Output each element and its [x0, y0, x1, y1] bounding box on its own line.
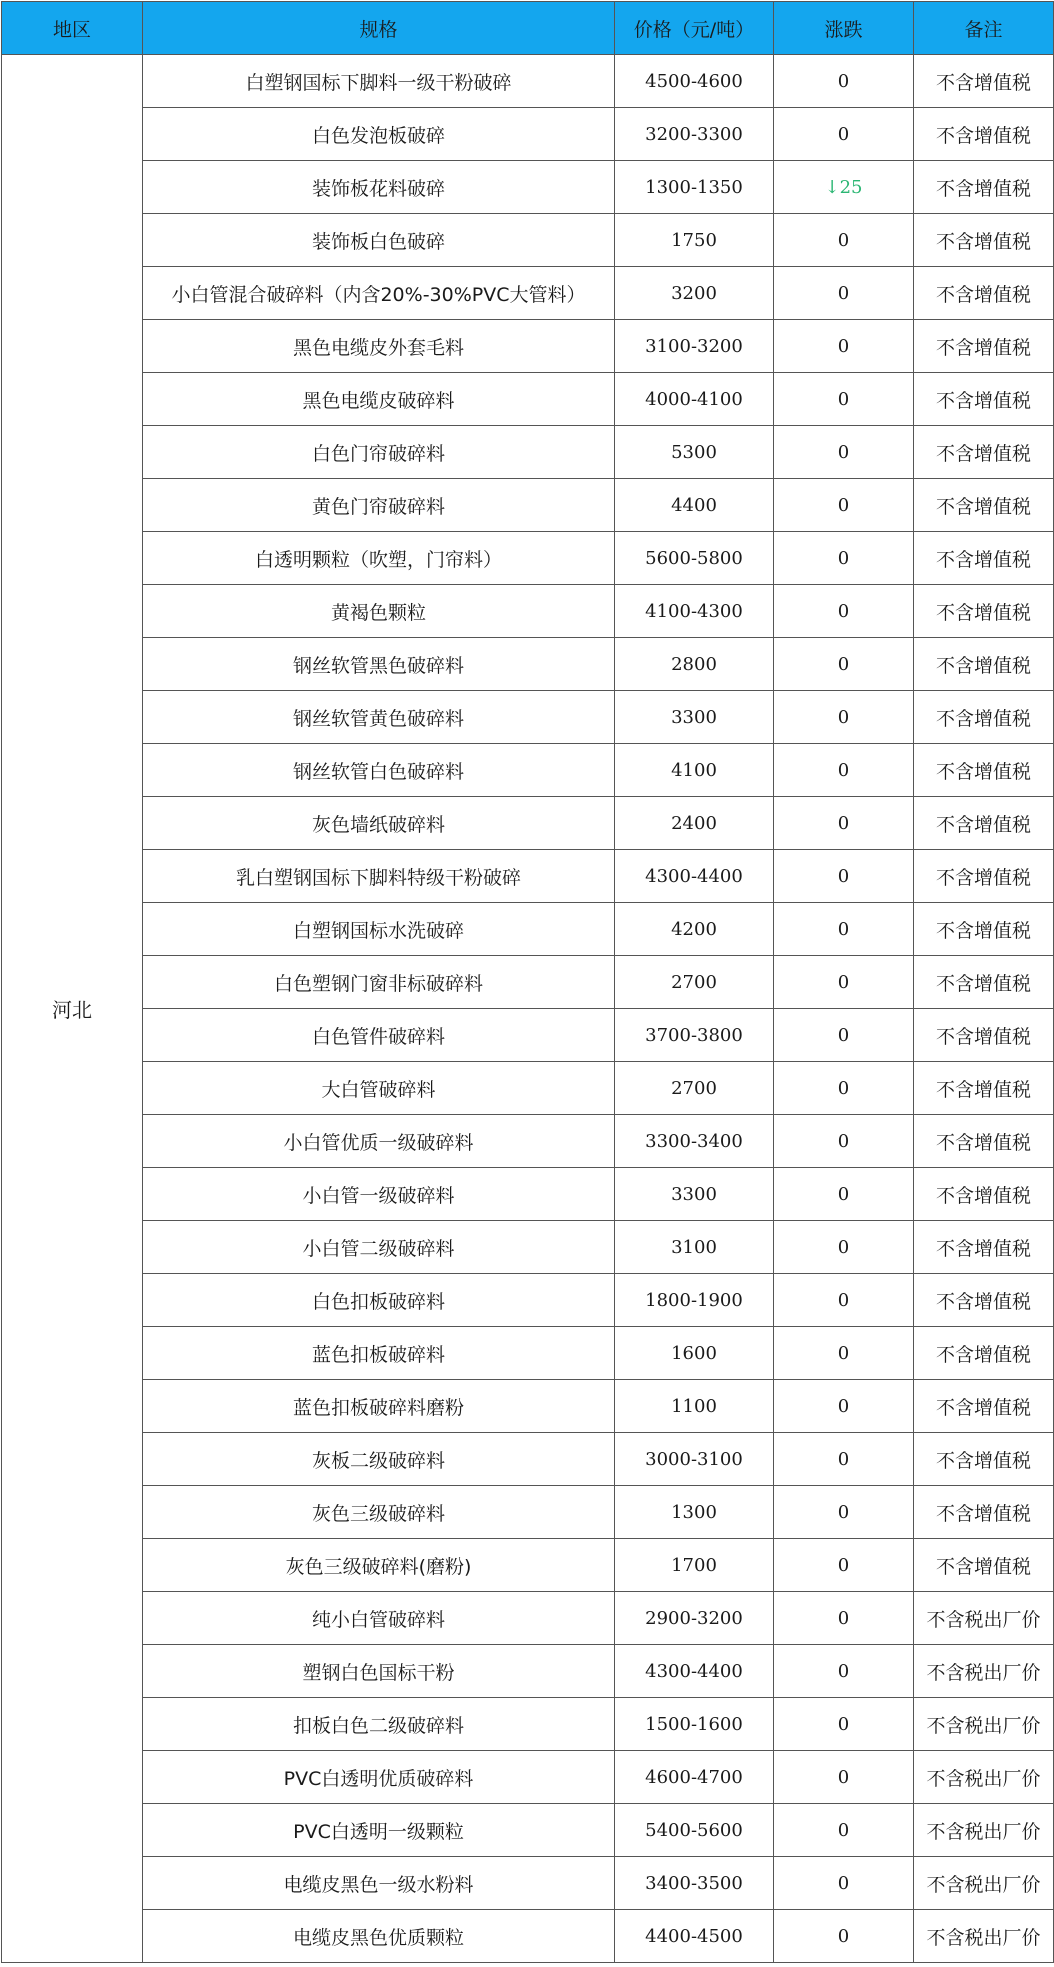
price-cell: 5300 [615, 426, 774, 479]
spec-cell: 小白管二级破碎料 [143, 1221, 615, 1274]
table-row [2, 691, 1054, 744]
price-cell: 3300 [615, 691, 774, 744]
table-row [2, 373, 1054, 426]
price-cell: 4100-4300 [615, 585, 774, 638]
note-cell: 不含增值税 [914, 55, 1054, 108]
table-row [2, 1804, 1054, 1857]
price-cell: 1500-1600 [615, 1698, 774, 1751]
spec-cell: 黑色电缆皮外套毛料 [143, 320, 615, 373]
header-region: 地区 [2, 2, 143, 55]
change-cell: 0 [774, 479, 914, 532]
spec-cell: 扣板白色二级破碎料 [143, 1698, 615, 1751]
table-row [2, 1486, 1054, 1539]
change-cell: 0 [774, 585, 914, 638]
note-cell: 不含增值税 [914, 797, 1054, 850]
table-row [2, 903, 1054, 956]
note-cell: 不含税出厂价 [914, 1592, 1054, 1645]
spec-cell: 白色管件破碎料 [143, 1009, 615, 1062]
spec-cell: PVC白透明一级颗粒 [143, 1804, 615, 1857]
price-cell: 3100-3200 [615, 320, 774, 373]
change-cell: 0 [774, 1645, 914, 1698]
price-cell: 3200-3300 [615, 108, 774, 161]
change-cell: 0 [774, 1804, 914, 1857]
note-cell: 不含增值税 [914, 691, 1054, 744]
note-cell: 不含税出厂价 [914, 1751, 1054, 1804]
change-cell: 0 [774, 1380, 914, 1433]
note-cell: 不含增值税 [914, 1062, 1054, 1115]
change-cell: ↓25 [774, 161, 914, 214]
note-cell: 不含增值税 [914, 850, 1054, 903]
change-cell: 0 [774, 850, 914, 903]
spec-cell: 蓝色扣板破碎料磨粉 [143, 1380, 615, 1433]
note-cell: 不含增值税 [914, 1274, 1054, 1327]
table-row [2, 1698, 1054, 1751]
price-cell: 4000-4100 [615, 373, 774, 426]
change-cell: 0 [774, 55, 914, 108]
spec-cell: 钢丝软管黑色破碎料 [143, 638, 615, 691]
table-row [2, 956, 1054, 1009]
note-cell: 不含增值税 [914, 1009, 1054, 1062]
table-row [2, 1168, 1054, 1221]
spec-cell: 白塑钢国标下脚料一级干粉破碎 [143, 55, 615, 108]
spec-cell: 塑钢白色国标干粉 [143, 1645, 615, 1698]
note-cell: 不含增值税 [914, 1539, 1054, 1592]
note-cell: 不含增值税 [914, 1168, 1054, 1221]
note-cell: 不含增值税 [914, 320, 1054, 373]
note-cell: 不含增值税 [914, 267, 1054, 320]
price-cell: 4600-4700 [615, 1751, 774, 1804]
change-cell: 0 [774, 691, 914, 744]
table-row [2, 1539, 1054, 1592]
spec-cell: 黄色门帘破碎料 [143, 479, 615, 532]
spec-cell: 纯小白管破碎料 [143, 1592, 615, 1645]
change-cell: 0 [774, 1168, 914, 1221]
note-cell: 不含增值税 [914, 108, 1054, 161]
change-cell: 0 [774, 1698, 914, 1751]
price-cell: 1750 [615, 214, 774, 267]
spec-cell: 灰色三级破碎料(磨粉) [143, 1539, 615, 1592]
change-cell: 0 [774, 1539, 914, 1592]
note-cell: 不含税出厂价 [914, 1645, 1054, 1698]
price-cell: 4300-4400 [615, 1645, 774, 1698]
change-cell: 0 [774, 532, 914, 585]
price-cell: 1100 [615, 1380, 774, 1433]
table-row [2, 1009, 1054, 1062]
change-cell: 0 [774, 956, 914, 1009]
note-cell: 不含增值税 [914, 214, 1054, 267]
change-cell: 0 [774, 1221, 914, 1274]
note-cell: 不含增值税 [914, 161, 1054, 214]
spec-cell: 黄褐色颗粒 [143, 585, 615, 638]
change-cell: 0 [774, 1592, 914, 1645]
header-change: 涨跌 [774, 2, 914, 55]
table-row [2, 214, 1054, 267]
spec-cell: 小白管混合破碎料（内含20%-30%PVC大管料） [143, 267, 615, 320]
price-cell: 3400-3500 [615, 1857, 774, 1910]
table-row [2, 1274, 1054, 1327]
change-cell: 0 [774, 214, 914, 267]
note-cell: 不含增值税 [914, 1433, 1054, 1486]
price-cell: 2900-3200 [615, 1592, 774, 1645]
table-row [2, 638, 1054, 691]
table-row [2, 1327, 1054, 1380]
spec-cell: 灰色墙纸破碎料 [143, 797, 615, 850]
table-row [2, 532, 1054, 585]
spec-cell: 灰色三级破碎料 [143, 1486, 615, 1539]
note-cell: 不含增值税 [914, 1486, 1054, 1539]
change-cell: 0 [774, 108, 914, 161]
change-cell: 0 [774, 744, 914, 797]
spec-cell: 蓝色扣板破碎料 [143, 1327, 615, 1380]
note-cell: 不含增值税 [914, 373, 1054, 426]
spec-cell: 灰板二级破碎料 [143, 1433, 615, 1486]
price-cell: 3700-3800 [615, 1009, 774, 1062]
spec-cell: PVC白透明优质破碎料 [143, 1751, 615, 1804]
table-row [2, 1062, 1054, 1115]
change-cell: 0 [774, 903, 914, 956]
table-row [2, 1433, 1054, 1486]
header-price: 价格（元/吨） [615, 2, 774, 55]
change-cell: 0 [774, 267, 914, 320]
table-row [2, 267, 1054, 320]
change-cell: 0 [774, 797, 914, 850]
header-spec: 规格 [143, 2, 615, 55]
price-cell: 1300-1350 [615, 161, 774, 214]
table-row [2, 1751, 1054, 1804]
price-cell: 3300 [615, 1168, 774, 1221]
price-cell: 1800-1900 [615, 1274, 774, 1327]
note-cell: 不含增值税 [914, 532, 1054, 585]
note-cell: 不含税出厂价 [914, 1857, 1054, 1910]
note-cell: 不含增值税 [914, 903, 1054, 956]
price-cell: 5400-5600 [615, 1804, 774, 1857]
table-row [2, 161, 1054, 214]
table-row [2, 850, 1054, 903]
note-cell: 不含增值税 [914, 1380, 1054, 1433]
table-row [2, 108, 1054, 161]
price-cell: 2800 [615, 638, 774, 691]
table-row [2, 797, 1054, 850]
change-cell: 0 [774, 1486, 914, 1539]
spec-cell: 钢丝软管黄色破碎料 [143, 691, 615, 744]
spec-cell: 钢丝软管白色破碎料 [143, 744, 615, 797]
spec-cell: 黑色电缆皮破碎料 [143, 373, 615, 426]
spec-cell: 小白管优质一级破碎料 [143, 1115, 615, 1168]
note-cell: 不含增值税 [914, 1327, 1054, 1380]
change-cell: 0 [774, 373, 914, 426]
note-cell: 不含增值税 [914, 426, 1054, 479]
region-cell: 河北 [2, 55, 143, 1963]
table-row [2, 1115, 1054, 1168]
table-row [2, 1645, 1054, 1698]
change-cell: 0 [774, 1274, 914, 1327]
note-cell: 不含增值税 [914, 479, 1054, 532]
note-cell: 不含增值税 [914, 585, 1054, 638]
change-cell: 0 [774, 1327, 914, 1380]
change-cell: 0 [774, 1433, 914, 1486]
spec-cell: 装饰板花料破碎 [143, 161, 615, 214]
header-row [2, 2, 1054, 55]
table-row [2, 320, 1054, 373]
spec-cell: 大白管破碎料 [143, 1062, 615, 1115]
table-row [2, 1857, 1054, 1910]
change-cell: 0 [774, 1115, 914, 1168]
price-cell: 2700 [615, 956, 774, 1009]
note-cell: 不含增值税 [914, 956, 1054, 1009]
change-cell: 0 [774, 1062, 914, 1115]
price-table [1, 1, 1054, 1963]
note-cell: 不含税出厂价 [914, 1698, 1054, 1751]
spec-cell: 电缆皮黑色一级水粉料 [143, 1857, 615, 1910]
spec-cell: 白色塑钢门窗非标破碎料 [143, 956, 615, 1009]
price-cell: 4400-4500 [615, 1910, 774, 1963]
change-cell: 0 [774, 320, 914, 373]
price-cell: 3300-3400 [615, 1115, 774, 1168]
note-cell: 不含增值税 [914, 744, 1054, 797]
spec-cell: 白透明颗粒（吹塑，门帘料） [143, 532, 615, 585]
price-cell: 2400 [615, 797, 774, 850]
spec-cell: 电缆皮黑色优质颗粒 [143, 1910, 615, 1963]
header-note: 备注 [914, 2, 1054, 55]
price-cell: 4400 [615, 479, 774, 532]
price-cell: 4300-4400 [615, 850, 774, 903]
price-cell: 4100 [615, 744, 774, 797]
price-cell: 2700 [615, 1062, 774, 1115]
note-cell: 不含增值税 [914, 1221, 1054, 1274]
change-cell: 0 [774, 426, 914, 479]
table-row [2, 744, 1054, 797]
price-cell: 3000-3100 [615, 1433, 774, 1486]
price-cell: 4500-4600 [615, 55, 774, 108]
spec-cell: 白色门帘破碎料 [143, 426, 615, 479]
change-cell: 0 [774, 1009, 914, 1062]
note-cell: 不含增值税 [914, 1115, 1054, 1168]
table-row [2, 55, 1054, 108]
price-cell: 5600-5800 [615, 532, 774, 585]
note-cell: 不含税出厂价 [914, 1804, 1054, 1857]
table-row [2, 1592, 1054, 1645]
table-row [2, 426, 1054, 479]
change-cell: 0 [774, 1751, 914, 1804]
table-body [2, 55, 1054, 1963]
price-cell: 3100 [615, 1221, 774, 1274]
table-row [2, 479, 1054, 532]
spec-cell: 乳白塑钢国标下脚料特级干粉破碎 [143, 850, 615, 903]
spec-cell: 白色扣板破碎料 [143, 1274, 615, 1327]
price-cell: 3200 [615, 267, 774, 320]
price-cell: 1300 [615, 1486, 774, 1539]
change-cell: 0 [774, 1910, 914, 1963]
price-cell: 1600 [615, 1327, 774, 1380]
price-cell: 4200 [615, 903, 774, 956]
note-cell: 不含税出厂价 [914, 1910, 1054, 1963]
table-row [2, 1221, 1054, 1274]
table-row [2, 585, 1054, 638]
table-row [2, 1910, 1054, 1963]
table-row [2, 1380, 1054, 1433]
spec-cell: 装饰板白色破碎 [143, 214, 615, 267]
spec-cell: 白塑钢国标水洗破碎 [143, 903, 615, 956]
change-cell: 0 [774, 638, 914, 691]
spec-cell: 白色发泡板破碎 [143, 108, 615, 161]
spec-cell: 小白管一级破碎料 [143, 1168, 615, 1221]
change-cell: 0 [774, 1857, 914, 1910]
price-cell: 1700 [615, 1539, 774, 1592]
note-cell: 不含增值税 [914, 638, 1054, 691]
